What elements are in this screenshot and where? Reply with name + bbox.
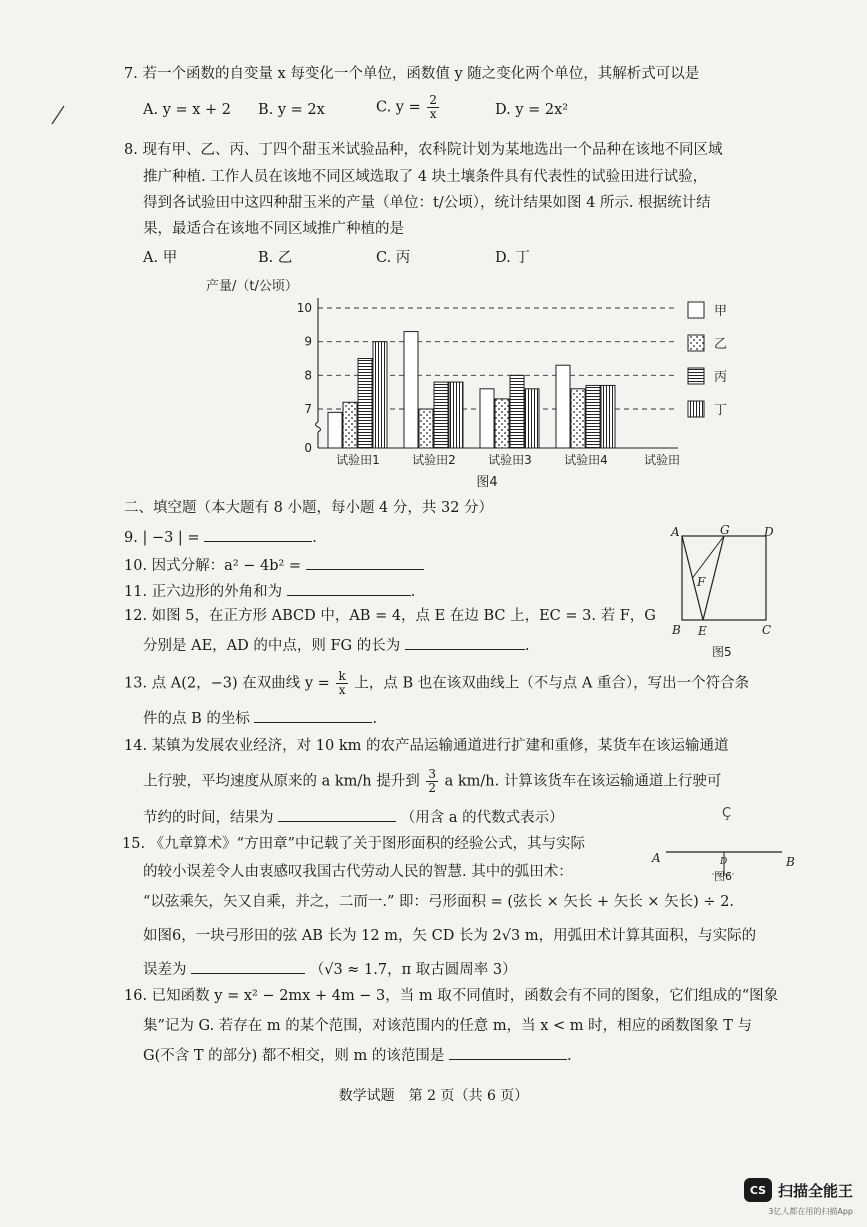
- x-category-label-1: 试验田2: [412, 453, 456, 467]
- bar-乙-试验田2: [419, 409, 433, 448]
- bar-丙-试验田2: [434, 382, 448, 448]
- bar-丙-试验田1: [358, 359, 372, 449]
- q13-part-1: 13. 点 A(2，−3) 在双曲线 y =: [124, 675, 330, 692]
- bar-乙-试验田3: [495, 399, 509, 448]
- q15-line-3: “以弦乘矢，矢又自乘，并之，二而一.” 即：弓形面积 = (弦长 × 矢长 + 矢长 × 矢长) ÷ 2.: [143, 894, 735, 910]
- bar-乙-试验田1: [343, 402, 357, 448]
- bar-丁-试验田1: [373, 342, 387, 448]
- scanner-tagline: 3亿人都在用的扫描App: [768, 1207, 853, 1216]
- chart-legend: [688, 302, 727, 418]
- q14-answer-blank[interactable]: [278, 806, 396, 822]
- q11-text: 11. 正六边形的外角和为: [124, 584, 283, 600]
- scanner-logo-icon: CS: [744, 1178, 772, 1202]
- q14-fraction-denominator: 2: [428, 781, 436, 795]
- bar-丁-试验田4: [601, 385, 615, 448]
- fig5-label-f: F: [697, 575, 706, 589]
- x-category-label-0: 试验田1: [336, 453, 380, 467]
- x-category-label-2: 试验田3: [488, 453, 532, 467]
- q15-line-2: 的较小误差令人由衷感叹我国古代劳动人民的智慧. 其中的弧田术：: [143, 864, 573, 880]
- fig5-label-e: E: [698, 624, 707, 638]
- q15-line-5-part-1: 误差为: [143, 962, 187, 978]
- fig5-label-d: D: [764, 525, 774, 539]
- fig5-label-a: A: [671, 525, 680, 539]
- q14-line-2-part-2: a km/h. 计算该货车在该运输通道上行驶可: [444, 773, 722, 790]
- fig6-caption: 图6: [714, 870, 732, 883]
- fig5-label-c: C: [762, 623, 772, 637]
- q12-answer-blank[interactable]: [405, 634, 525, 650]
- q15-line-5-part-2: （√3 ≈ 1.7，π 取古圆周率 3）: [309, 962, 517, 978]
- q7-option-a: A. y = x + 2: [143, 102, 232, 118]
- q13-fraction-denominator: x: [338, 683, 346, 697]
- q15-answer-blank[interactable]: [191, 958, 305, 974]
- q7-option-b: B. y = 2x: [258, 102, 325, 118]
- chart-bars: [328, 332, 615, 448]
- q14-line-3-part-1: 节约的时间，结果为: [143, 810, 274, 826]
- x-category-label-3: 试验田4: [564, 453, 608, 467]
- q9-answer-blank[interactable]: [204, 526, 312, 542]
- q10-text: 10. 因式分解：a² − 4b² =: [124, 558, 302, 574]
- q16-line-1: 16. 已知函数 y = x² − 2mx + 4m − 3，当 m 取不同值时，函数会有不同的图象，它们组成的“图象: [124, 988, 779, 1004]
- chart-caption: 图4: [476, 475, 498, 490]
- q7-option-c-fraction: [427, 94, 439, 121]
- q8-option-a: A. 甲: [143, 250, 178, 266]
- y-tick-label-8: 8: [304, 368, 312, 383]
- page-footer: 数学试题 第 2 页（共 6 页）: [338, 1088, 529, 1104]
- chart-categories: [336, 453, 680, 467]
- q14-fraction-numerator: 3: [428, 767, 436, 781]
- q13-line-2: 件的点 B 的坐标 .: [143, 707, 377, 729]
- q7-option-c: [376, 94, 441, 121]
- q16-line-3: G(不含 T 的部分) 都不相交，则 m 的该范围是 .: [143, 1044, 572, 1066]
- bar-甲-试验田4: [556, 365, 570, 448]
- q9-text: 9. | −3 | =: [124, 530, 200, 546]
- fig6-label-b: B: [786, 855, 795, 869]
- pen-stroke-mark: [48, 104, 68, 126]
- q7-option-c-numerator: 2: [429, 93, 437, 107]
- q16-answer-blank[interactable]: [449, 1044, 567, 1060]
- yield-bar-chart: [200, 272, 760, 494]
- q15-line-5: [143, 958, 517, 980]
- scanner-watermark: [744, 1178, 853, 1216]
- bar-丙-试验田4: [586, 385, 600, 448]
- fig6-label-a: A: [652, 851, 661, 865]
- stray-mark: Ç: [722, 806, 732, 821]
- legend-swatch-丁: [688, 401, 704, 417]
- q11-answer-blank[interactable]: [287, 580, 411, 596]
- q7-option-c-prefix: C. y =: [376, 99, 421, 116]
- q12-line-2: 分别是 AE，AD 的中点，则 FG 的长为 .: [143, 634, 529, 656]
- q8-line-2: 推广种植. 工作人员在该地不同区域选取了 4 块土壤条件具有代表性的试验田进行试验，: [143, 169, 708, 185]
- q13-fraction-numerator: k: [338, 669, 346, 683]
- y-tick-label-0: 0: [304, 441, 312, 455]
- q8-line-4: 果，最适合在该地不同区域推广种植的是: [143, 221, 404, 237]
- legend-swatch-乙: [688, 335, 704, 351]
- y-tick-label-10: 10: [296, 301, 312, 315]
- q11-stem: 11. 正六边形的外角和为 .: [124, 580, 415, 602]
- legend-swatch-丙: [688, 368, 704, 384]
- y-tick-label-7: 7: [304, 402, 312, 416]
- q14-line-2: [143, 768, 721, 795]
- bar-甲-试验田1: [328, 412, 342, 448]
- bar-乙-试验田4: [571, 389, 585, 448]
- q13-line-1: [124, 670, 749, 697]
- legend-swatch-甲: [688, 302, 704, 318]
- q7-option-d: D. y = 2x²: [495, 102, 569, 118]
- scanner-app-name: 扫描全能王: [777, 1181, 853, 1200]
- fig5-label-g: G: [720, 523, 730, 537]
- legend-label-丁: 丁: [714, 403, 728, 418]
- chart-ticks: [297, 301, 312, 455]
- q10-stem: [124, 554, 424, 576]
- q13-fraction: [336, 670, 347, 697]
- fig5-caption: 图5: [712, 645, 732, 659]
- bar-丁-试验田2: [449, 382, 463, 448]
- q14-line-2-part-1: 上行驶，平均速度从原来的 a km/h 提升到: [143, 773, 420, 790]
- q13-answer-blank[interactable]: [254, 707, 372, 723]
- q12-line-2-text: 分别是 AE，AD 的中点，则 FG 的长为: [143, 638, 401, 654]
- chart-y-axis-label: 产量/（t/公顷）: [206, 279, 298, 294]
- q13-line-2-text: 件的点 B 的坐标: [143, 711, 250, 727]
- section-2-heading: 二、填空题（本大题有 8 小题，每小题 4 分，共 32 分）: [124, 500, 494, 516]
- q10-answer-blank[interactable]: [306, 554, 424, 570]
- q7-option-c-denominator: x: [429, 107, 437, 121]
- q15-line-4: 如图6，一块弓形田的弦 AB 长为 12 m，矢 CD 长为 2√3 m，用弧田术计算其面积，与实际的: [143, 928, 757, 944]
- q13-part-2: 上，点 B 也在该双曲线上（不与点 A 重合），写出一个符合条: [354, 675, 750, 692]
- bar-丙-试验田3: [510, 375, 524, 448]
- q8-option-c: C. 丙: [376, 250, 411, 266]
- q9-stem: 9. | −3 | = .: [124, 526, 317, 548]
- q8-option-d: D. 丁: [495, 250, 530, 266]
- q7-stem: 7. 若一个函数的自变量 x 每变化一个单位，函数值 y 随之变化两个单位，其解析式可以是: [124, 66, 700, 82]
- fig5-label-b: B: [672, 623, 681, 637]
- q8-line-1: 8. 现有甲、乙、丙、丁四个甜玉米试验品种，农科院计划为某地选出一个品种在该地不同区域: [124, 142, 723, 158]
- axis-break-mark: [316, 422, 321, 432]
- q14-line-3-part-2: （用含 a 的代数式表示）: [400, 810, 564, 826]
- q14-fraction: [426, 768, 438, 795]
- q8-option-b: B. 乙: [258, 250, 293, 266]
- q14-line-3: [143, 806, 564, 828]
- bar-丁-试验田3: [525, 389, 539, 448]
- figure-6-segment: [650, 842, 800, 888]
- fig6-label-d: D: [720, 857, 728, 867]
- q8-line-3: 得到各试验田中这四种甜玉米的产量（单位：t/公顷），统计结果如图 4 所示. 根据统计结: [143, 195, 711, 211]
- legend-label-甲: 甲: [714, 304, 728, 319]
- bar-甲-试验田2: [404, 332, 418, 448]
- y-tick-label-9: 9: [304, 334, 312, 349]
- x-category-label-4: 试验田: [643, 453, 681, 467]
- legend-label-乙: 乙: [714, 337, 728, 352]
- legend-label-丙: 丙: [714, 370, 728, 385]
- bar-甲-试验田3: [480, 389, 494, 448]
- q16-line-3-text: G(不含 T 的部分) 都不相交，则 m 的该范围是: [143, 1048, 445, 1064]
- q15-line-1: 15. 《九章算术》“方田章”中记载了关于图形面积的经验公式，其与实际: [122, 836, 585, 852]
- q14-line-1: 14. 某镇为发展农业经济，对 10 km 的农产品运输通道进行扩建和重修，某货车在该运输通道: [124, 738, 729, 754]
- q12-line-1: 12. 如图 5，在正方形 ABCD 中，AB = 4，点 E 在边 BC 上，EC = 3. 若 F，G: [124, 608, 656, 624]
- figure-5-square: [668, 520, 788, 660]
- q16-line-2: 集”记为 G. 若存在 m 的某个范围，对该范围内的任意 m，当 x < m 时，相应的函数图象 T 与: [143, 1018, 753, 1034]
